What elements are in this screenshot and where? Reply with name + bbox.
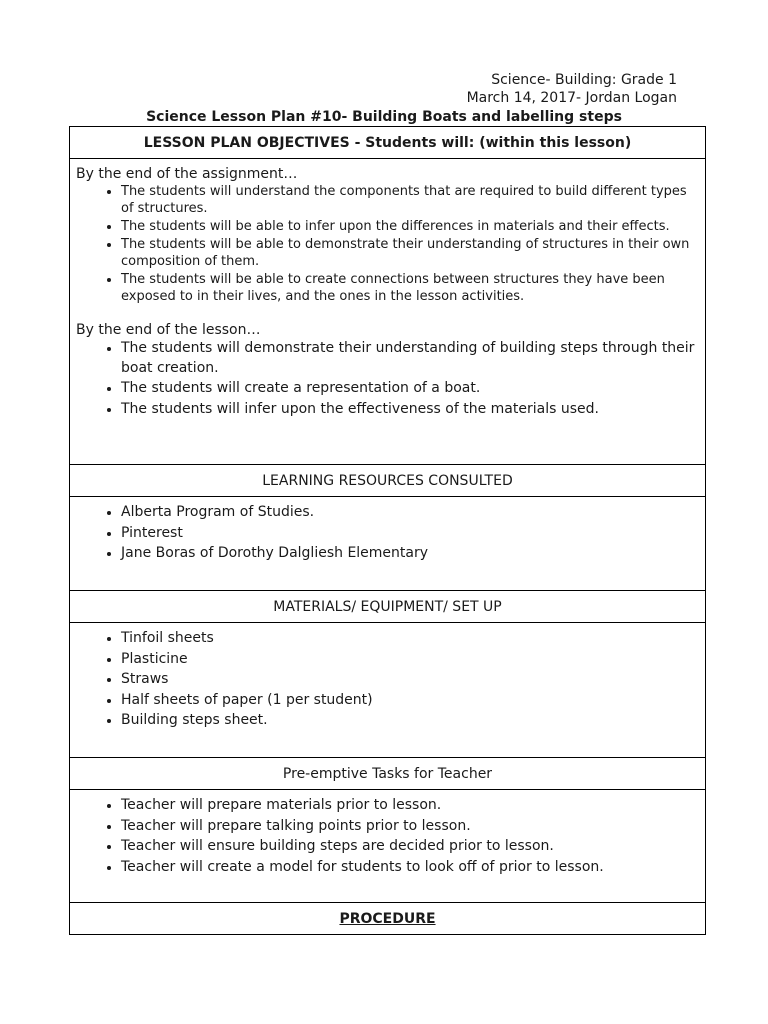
list-item: • Straws bbox=[121, 670, 699, 690]
procedure-heading-row bbox=[70, 903, 705, 935]
teacher-tasks-list bbox=[76, 796, 699, 877]
list-item: • The students will understand the components that are required to build different types of structures. bbox=[121, 183, 699, 217]
list-item: • Teacher will create a model for students to look off of prior to lesson. bbox=[121, 858, 699, 878]
lesson-intro: By the end of the lesson… bbox=[76, 322, 261, 338]
materials-list bbox=[76, 629, 699, 731]
procedure-heading: PROCEDURE bbox=[339, 911, 436, 927]
teacher-tasks-heading: Pre-emptive Tasks for Teacher bbox=[70, 758, 705, 790]
materials-cell bbox=[70, 623, 705, 758]
date-author-line: March 14, 2017- Jordan Logan bbox=[466, 90, 677, 106]
lesson-objectives-list bbox=[76, 339, 699, 419]
list-item: • Jane Boras of Dorothy Dalgliesh Elementary bbox=[121, 544, 699, 564]
list-item: • Teacher will ensure building steps are decided prior to lesson. bbox=[121, 837, 699, 857]
document-header bbox=[467, 71, 677, 107]
resources-list bbox=[76, 503, 699, 564]
list-item: • Tinfoil sheets bbox=[121, 629, 699, 649]
list-item: • Pinterest bbox=[121, 524, 699, 544]
list-item: • Plasticine bbox=[121, 650, 699, 670]
resources-heading: LEARNING RESOURCES CONSULTED bbox=[70, 465, 705, 497]
subject-line: Science- Building: Grade 1 bbox=[491, 72, 677, 88]
list-item: • Teacher will prepare talking points prior to lesson. bbox=[121, 817, 699, 837]
list-item: • The students will be able to infer upon the differences in materials and their effects. bbox=[121, 218, 699, 235]
teacher-tasks-cell bbox=[70, 790, 705, 903]
objectives-cell bbox=[70, 159, 705, 465]
lesson-title: Science Lesson Plan #10- Building Boats and labelling steps bbox=[146, 109, 622, 125]
assignment-intro: By the end of the assignment… bbox=[76, 166, 298, 182]
assignment-objectives-list bbox=[76, 183, 699, 305]
list-item: • The students will be able to demonstrate their understanding of structures in their own composition of them. bbox=[121, 236, 699, 270]
lesson-plan-table bbox=[69, 126, 706, 935]
list-item: • The students will create a representation of a boat. bbox=[121, 379, 699, 399]
list-item: • The students will be able to create connections between structures they have been exposed to in their lives, and the ones in the lesson activities. bbox=[121, 271, 699, 305]
list-item: • Building steps sheet. bbox=[121, 711, 699, 731]
materials-heading: MATERIALS/ EQUIPMENT/ SET UP bbox=[70, 591, 705, 623]
list-item: • Alberta Program of Studies. bbox=[121, 503, 699, 523]
list-item: • The students will demonstrate their understanding of building steps through their boat creation. bbox=[121, 339, 699, 378]
list-item: • Teacher will prepare materials prior to lesson. bbox=[121, 796, 699, 816]
list-item: • Half sheets of paper (1 per student) bbox=[121, 691, 699, 711]
objectives-heading: LESSON PLAN OBJECTIVES - Students will: (within this lesson) bbox=[70, 127, 705, 159]
list-item: • The students will infer upon the effectiveness of the materials used. bbox=[121, 400, 699, 420]
resources-cell bbox=[70, 497, 705, 591]
